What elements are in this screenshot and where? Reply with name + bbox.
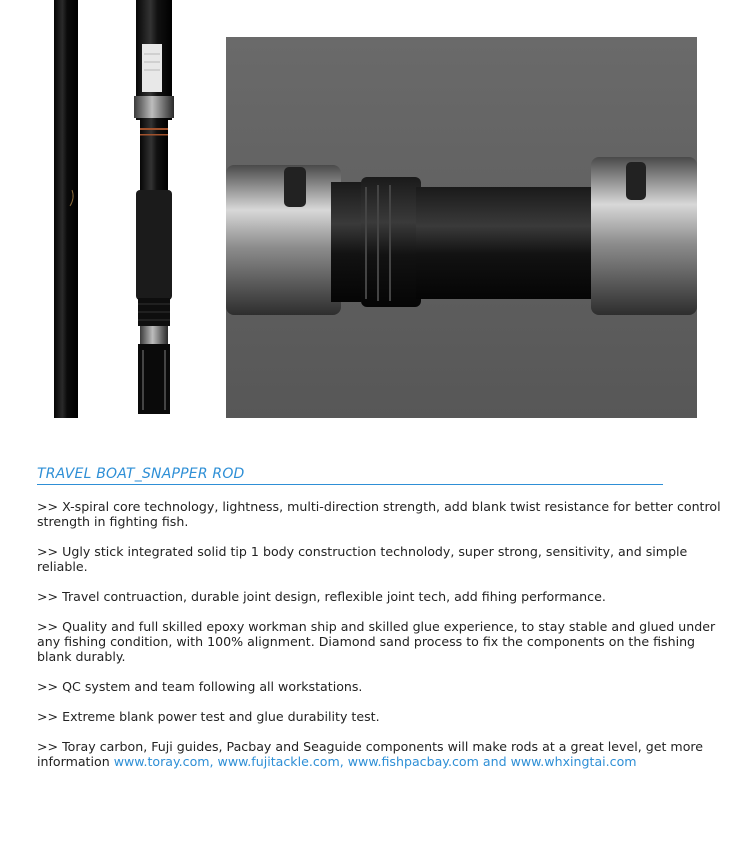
feature-bullet-1: >> X-spiral core technology, lightness, multi-direction strength, add blank twist resistance for better control strength in fighting fish. xyxy=(37,499,721,529)
joint-closeup-illustration xyxy=(226,37,697,418)
title-underline xyxy=(37,484,663,485)
feature-bullet-3: >> Travel contruaction, durable joint design, reflexible joint tech, add fihing performance. xyxy=(37,589,606,604)
feature-bullet-2: >> Ugly stick integrated solid tip 1 body construction technolody, super strong, sensitivity, and simple reliable. xyxy=(37,544,688,574)
section-title: TRAVEL BOAT_SNAPPER ROD xyxy=(37,466,245,482)
feature-bullet-7 xyxy=(37,739,727,769)
rod-blank-photo xyxy=(50,0,82,418)
joint-detail-photo xyxy=(226,37,697,418)
supplier-links[interactable]: www.toray.com, www.fujitackle.com, www.fishpacbay.com and www.whxingtai.com xyxy=(113,754,637,769)
feature-bullet-7-text: >> Toray carbon, Fuji guides, Pacbay and Seaguide components will make rods at a great level, get more information xyxy=(37,739,704,769)
feature-bullet-6: >> Extreme blank power test and glue durability test. xyxy=(37,709,380,724)
feature-bullet-4: >> Quality and full skilled epoxy workman ship and skilled glue experience, to stay stable and glued under any fishing condition, with 100% alignment. Diamond sand process to fix the components on the fishing blank durably. xyxy=(37,619,716,664)
rod-reel-seat-photo xyxy=(128,0,180,418)
feature-list xyxy=(37,499,727,784)
feature-bullet-5: >> QC system and team following all workstations. xyxy=(37,679,363,694)
